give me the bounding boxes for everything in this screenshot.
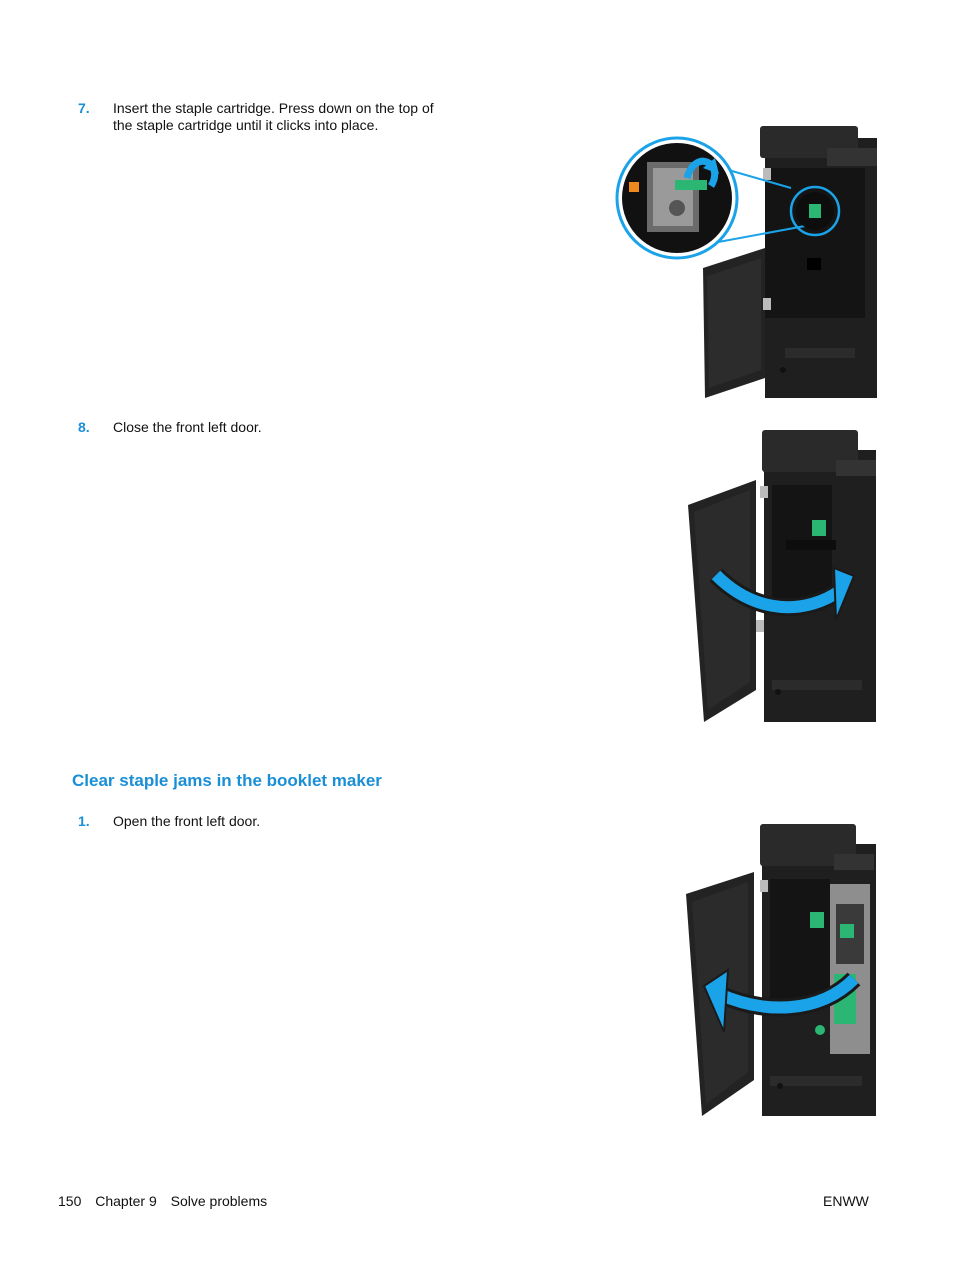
step-number: 7. <box>78 100 90 116</box>
footer-left <box>58 1193 277 1209</box>
illustration-close-front-left-door <box>686 430 876 725</box>
step-number: 1. <box>78 813 90 829</box>
step-number: 8. <box>78 419 90 435</box>
illustration-open-front-left-door <box>684 824 876 1120</box>
footer-right: ENWW <box>823 1193 869 1209</box>
step-text: Insert the staple cartridge. Press down on the top of the staple cartridge until it clicks into place. <box>113 100 434 133</box>
illustration-insert-staple-cartridge <box>615 108 877 406</box>
page-number: 150 <box>58 1193 82 1209</box>
step-text: Open the front left door. <box>113 813 261 829</box>
footer-chapter-title: Solve problems <box>170 1193 268 1209</box>
section-title: Clear staple jams in the booklet maker <box>72 771 382 790</box>
step-text: Close the front left door. <box>113 419 262 435</box>
footer-chapter: Chapter 9 <box>95 1193 157 1209</box>
